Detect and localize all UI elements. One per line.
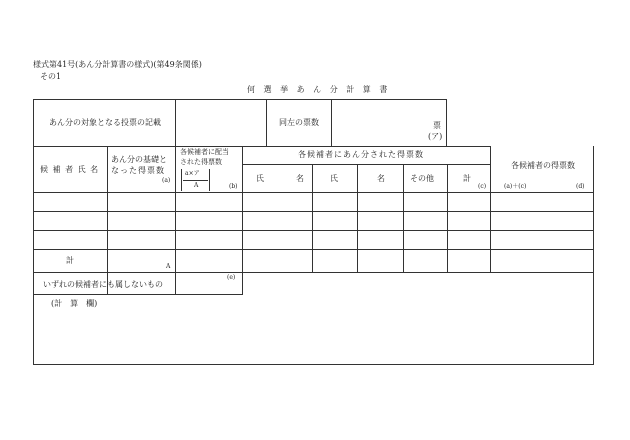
rule-col-d [490, 146, 491, 272]
allocated-mark: (b) [229, 183, 238, 190]
rule-right [593, 146, 594, 365]
rule-header-top [33, 146, 491, 147]
sub-header-name1: 氏 [256, 174, 264, 183]
rule-sub4 [447, 164, 448, 272]
final-formula: (a)＋(c) [504, 183, 527, 190]
total-row-label: 計 [66, 256, 74, 265]
base-votes-header-line2: なった得票数 [111, 166, 165, 175]
rule-sub3 [403, 164, 404, 272]
sub-header-total: 計 [463, 174, 471, 183]
rule-group-header [243, 164, 491, 165]
rule-col-c [242, 146, 243, 295]
rule-row3 [33, 249, 594, 250]
form-sub-line: その1 [40, 72, 62, 81]
same-left-votes-label: 同左の票数 [279, 118, 319, 127]
total-row-mark: A [166, 263, 171, 270]
rule-row2 [33, 230, 594, 231]
rule-row1 [33, 211, 594, 212]
base-votes-header-line1: あん分の基礎と [111, 155, 167, 164]
form-number-line: 様式第41号(あん分計算書の様式)(第49条関係) [33, 60, 202, 69]
rule-header-bottom [33, 192, 594, 193]
rule-none [33, 294, 242, 295]
rule-col-a [107, 146, 108, 295]
rule-sub1 [312, 164, 313, 272]
rule-bottom [33, 364, 594, 365]
rule-top [33, 99, 447, 100]
formula-numerator: a×ア [185, 170, 200, 177]
formula-fraction-bar [183, 180, 208, 181]
none-row-label: いずれの候補者にも属しないもの [43, 280, 163, 289]
rule-col-b [175, 99, 176, 295]
group-header: 各候補者にあん分された得票数 [298, 150, 424, 159]
base-votes-mark: (a) [162, 177, 171, 184]
sub-total-mark: (c) [478, 183, 487, 190]
votes-unit: 票 [433, 121, 441, 130]
sub-header-given1: 名 [296, 174, 304, 183]
rule-sub2 [357, 164, 358, 272]
rule-top-votes [331, 99, 332, 146]
document-title: 何 選 挙 あ ん 分 計 算 書 [247, 85, 391, 94]
rule-top-right [446, 99, 447, 146]
sub-header-given2: 名 [377, 174, 385, 183]
none-row-mark: (e) [227, 274, 236, 281]
allocated-header-line2: された得票数 [180, 158, 222, 166]
allocated-header-line1: 各候補者に配当 [180, 148, 229, 156]
final-mark: (d) [576, 183, 585, 190]
rule-total [33, 272, 594, 273]
candidate-name-header: 候 補 者 氏 名 [40, 165, 100, 174]
formula-denominator: A [194, 182, 199, 189]
rule-top-mid [266, 99, 267, 146]
sub-header-name2: 氏 [330, 174, 338, 183]
calculation-area-label: (計 算 欄) [51, 299, 98, 308]
ticket-record-label: あん分の対象となる投票の記載 [49, 118, 161, 127]
rule-left [33, 99, 34, 365]
final-votes-header: 各候補者の得票数 [511, 161, 575, 170]
sub-header-other: その他 [410, 174, 434, 183]
votes-mark: (ア) [428, 132, 443, 141]
